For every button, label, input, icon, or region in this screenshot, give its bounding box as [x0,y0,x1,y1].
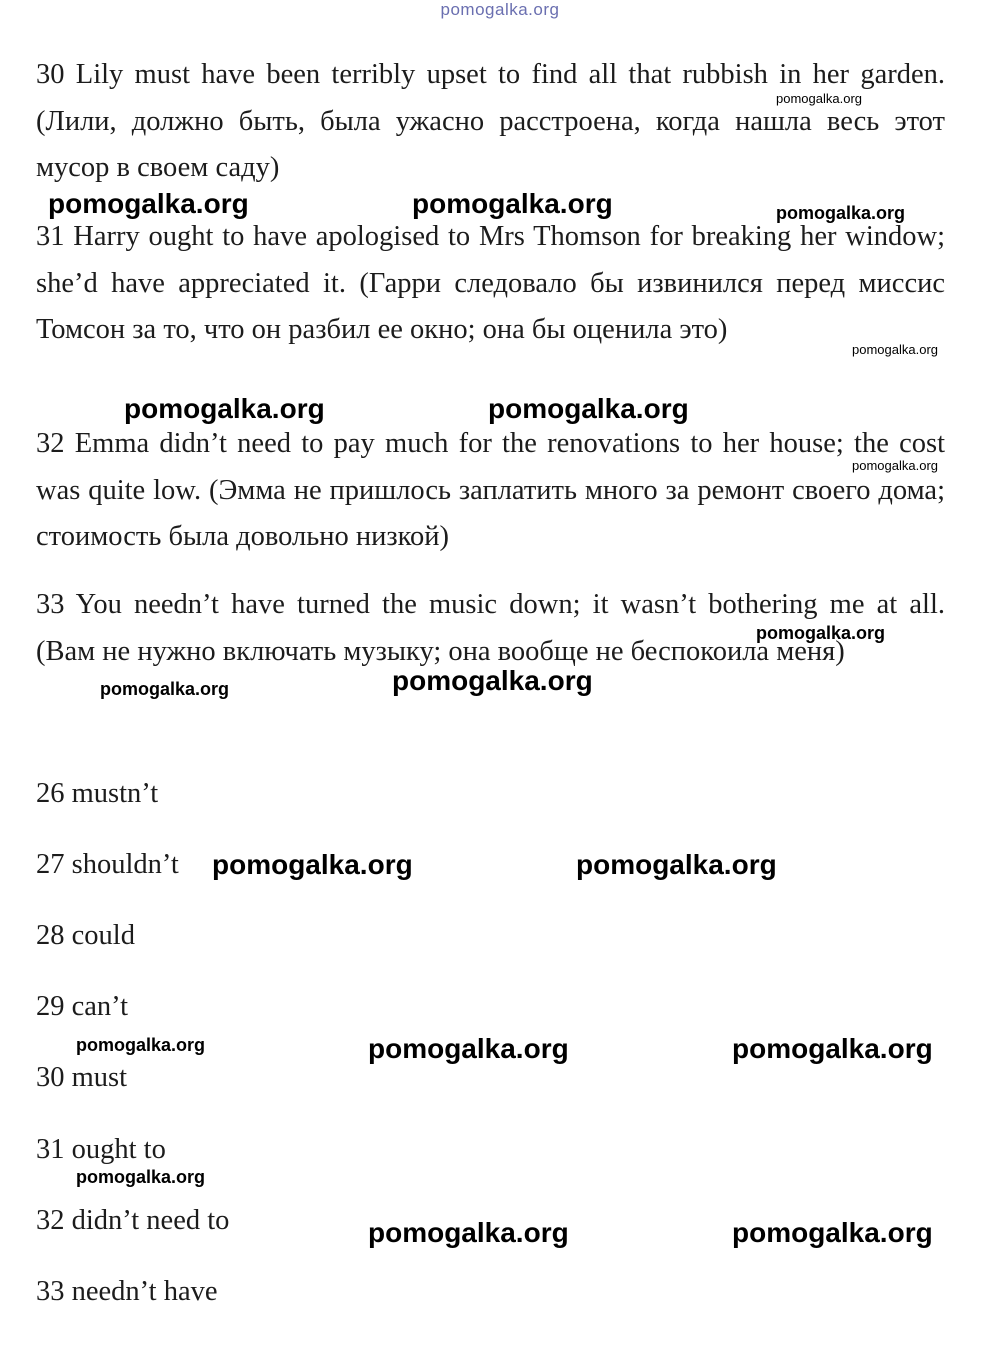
header-watermark: pomogalka.org [440,0,560,19]
watermark: pomogalka.org [392,665,593,696]
watermark: pomogalka.org [852,458,938,473]
watermark: pomogalka.org [776,91,862,106]
watermark: pomogalka.org [756,623,886,643]
watermark: pomogalka.org [576,849,777,880]
watermark: pomogalka.org [852,342,938,357]
answer-29: 29 can’t [36,991,129,1022]
exercise-32-text: 32 Emma didn’t need to pay much for the renovations to her house; the cost was quite low. (Эмма не пришлось заплатить много за ремонт своего дома; стоимость была довольно низкой) [36,428,945,552]
watermark: pomogalka.org [732,1217,933,1248]
watermark: pomogalka.org [732,1033,933,1064]
answer-30: 30 must [36,1062,128,1093]
watermark: pomogalka.org [48,188,249,219]
exercise-33-text: 33 You needn’t have turned the music down; it wasn’t bothering me at all. (Вам не нужно включать музыку; она вообще не беспокоила меня) [36,589,945,667]
watermark: pomogalka.org [488,393,689,424]
watermark: pomogalka.org [212,849,413,880]
watermark: pomogalka.org [124,393,325,424]
answer-33: 33 needn’t have [36,1276,218,1307]
answer-27: 27 shouldn’t [36,849,179,880]
answer-31: 31 ought to [36,1134,166,1165]
exercise-30-text: 30 Lily must have been terribly upset to find all that rubbish in her garden. (Лили, должно быть, была ужасно расстроена, когда нашла весь этот мусор в своем саду) [36,59,945,183]
watermark: pomogalka.org [776,203,906,223]
answer-32: 32 didn’t need to [36,1205,230,1236]
watermark: pomogalka.org [76,1035,206,1055]
exercise-31-text: 31 Harry ought to have apologised to Mrs Thomson for breaking her window; she’d have appreciated it. (Гарри следовало бы извинился перед миссис Томсон за то, что он разбил ее окно; она бы оценила это) [36,221,945,345]
watermark: pomogalka.org [368,1033,569,1064]
watermark: pomogalka.org [368,1217,569,1248]
watermark: pomogalka.org [412,188,613,219]
watermark: pomogalka.org [100,679,230,699]
watermark: pomogalka.org [76,1167,206,1187]
answer-26: 26 mustn’t [36,778,159,809]
answer-28: 28 could [36,920,135,951]
